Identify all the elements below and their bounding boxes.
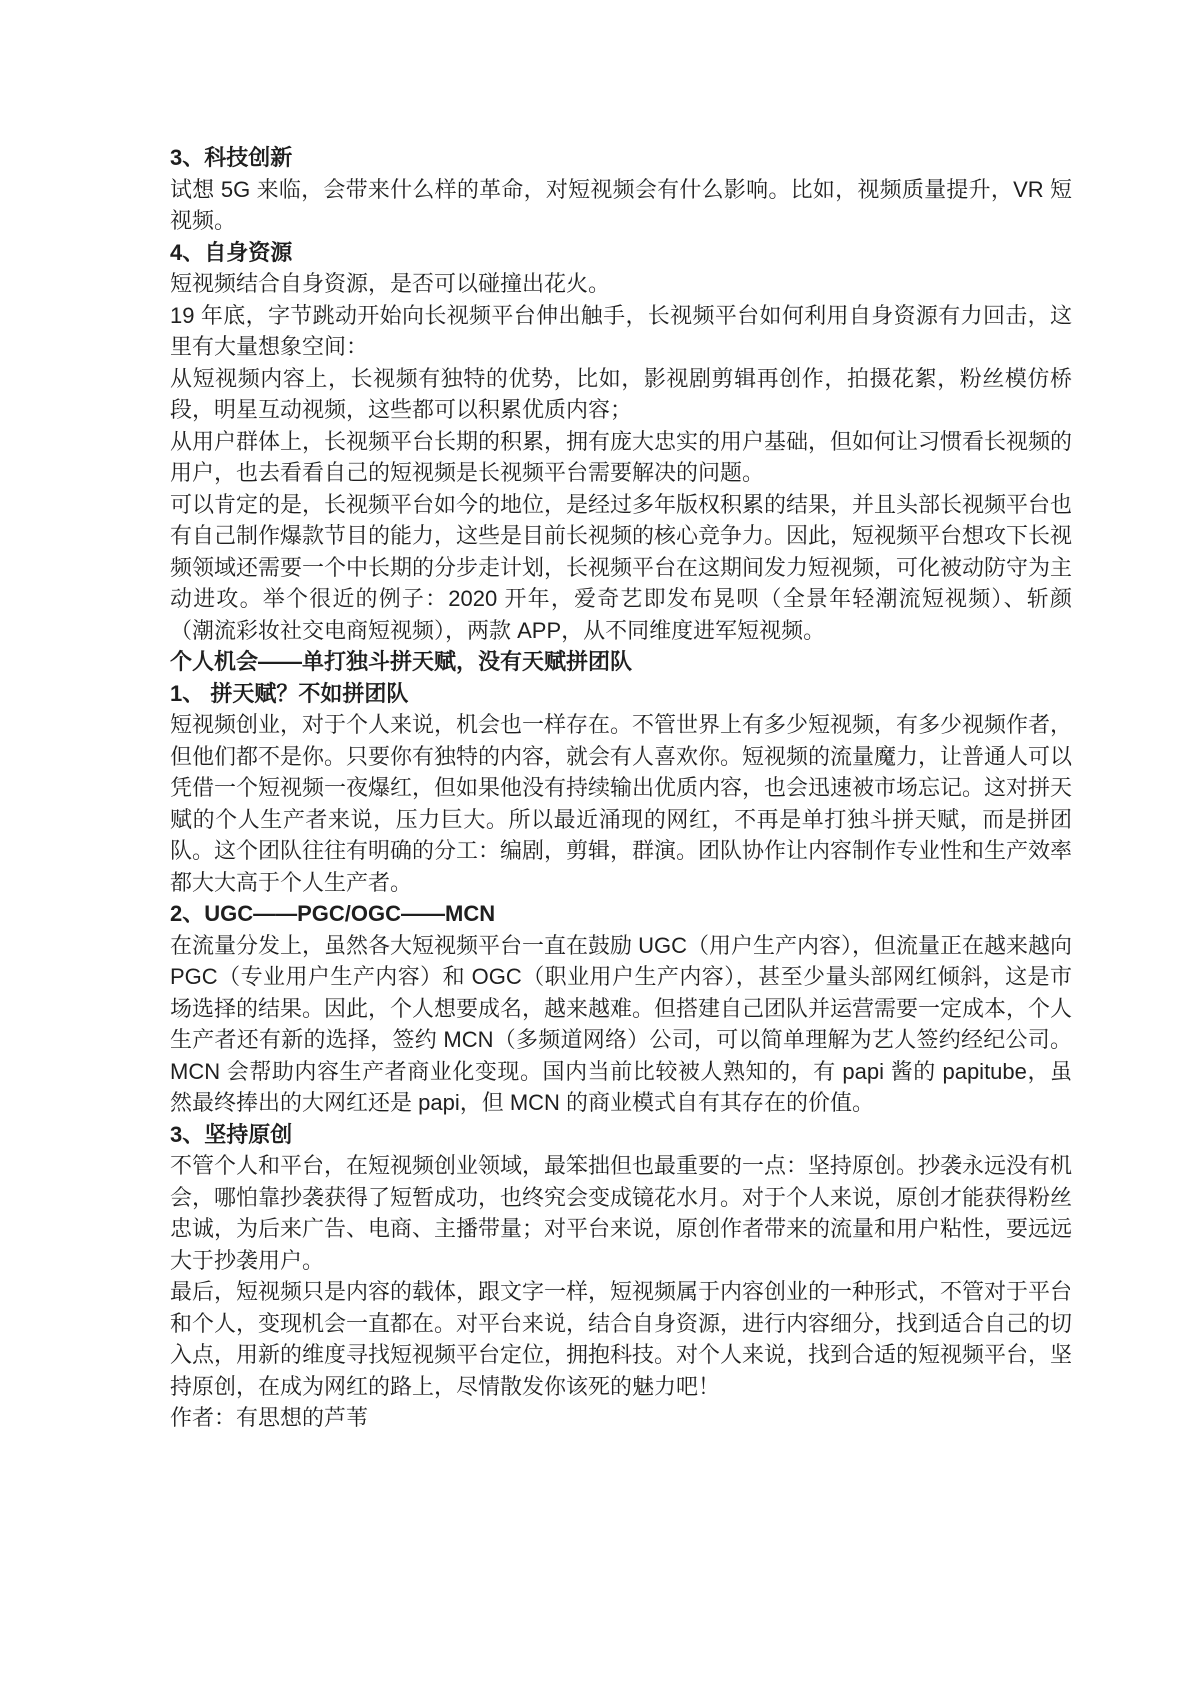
paragraph-body: 短视频结合自身资源，是否可以碰撞出花火。 xyxy=(170,271,611,296)
paragraph-body: 19 年底，字节跳动开始向长视频平台伸出触手，长视频平台如何利用自身资源有力回击，这里有大量想象空间： xyxy=(170,302,1072,359)
paragraph-heading: 4、自身资源 xyxy=(170,239,293,265)
paragraph-body: 从短视频内容上，长视频有独特的优势，比如，影视剧剪辑再创作，拍摄花絮，粉丝模仿桥段，明星互动视频，这些都可以积累优质内容； xyxy=(170,365,1072,422)
paragraph-body: 最后，短视频只是内容的载体，跟文字一样，短视频属于内容创业的一种形式，不管对于平台和个人，变现机会一直都在。对平台来说，结合自身资源，进行内容细分，找到适合自己的切入点，用新的维度寻找短视频平台定位，拥抱科技。对个人来说，找到合适的短视频平台，坚持原创，在成为网红的路上，尽情散发你该死的魅力吧！ xyxy=(170,1279,1073,1399)
paragraph-heading: 1、 拼天赋？不如拼团队 xyxy=(170,680,409,706)
paragraph-body: 不管个人和平台，在短视频创业领域，最笨拙但也最重要的一点：坚持原创。抄袭永远没有机会，哪怕靠抄袭获得了短暂成功，也终究会变成镜花水月。对于个人来说，原创才能获得粉丝忠诚，为后来广告、电商、主播带量；对平台来说，原创作者带来的流量和用户粘性，要远远大于抄袭用户。 xyxy=(170,1153,1073,1273)
paragraph-body: 可以肯定的是，长视频平台如今的地位，是经过多年版权积累的结果，并且头部长视频平台也有自己制作爆款节目的能力，这些是目前长视频的核心竞争力。因此，短视频平台想攻下长视频领域还需要一个中长期的分步走计划，长视频平台在这期间发力短视频，可化被动防守为主动进攻。举个很近的例子：2020 开年，爱奇艺即发布晃呗（全景年轻潮流短视频）、斩颜（潮流彩妆社交电商短视频），两款 APP，从不同维度进军短视频。 xyxy=(170,491,1073,643)
paragraph-heading: 3、坚持原创 xyxy=(170,1121,293,1147)
paragraph-heading: 2、UGC——PGC/OGC——MCN xyxy=(170,901,496,926)
paragraph-body: 短视频创业，对于个人来说，机会也一样存在。不管世界上有多少短视频，有多少视频作者，但他们都不是你。只要你有独特的内容，就会有人喜欢你。短视频的流量魔力，让普通人可以凭借一个短视频一夜爆红，但如果他没有持续输出优质内容，也会迅速被市场忘记。这对拼天赋的个人生产者来说，压力巨大。所以最近涌现的网红，不再是单打独斗拼天赋，而是拼团队。这个团队往往有明确的分工：编剧，剪辑，群演。团队协作让内容制作专业性和生产效率都大大高于个人生产者。 xyxy=(170,712,1073,895)
article-body xyxy=(170,142,1072,1434)
paragraph-heading: 个人机会——单打独斗拼天赋，没有天赋拼团队 xyxy=(170,649,633,674)
paragraph-heading: 3、科技创新 xyxy=(170,145,293,170)
paragraph-body: 试想 5G 来临，会带来什么样的革命，对短视频会有什么影响。比如，视频质量提升，VR 短视频。 xyxy=(170,176,1072,233)
paragraph-body: 作者：有思想的芦苇 xyxy=(170,1405,369,1430)
paragraph-body: 在流量分发上，虽然各大短视频平台一直在鼓励 UGC（用户生产内容），但流量正在越来越向 PGC（专业用户生产内容）和 OGC（职业用户生产内容），甚至少量头部网红倾斜，这是市场选择的结果。因此，个人想要成名，越来越难。但搭建自己团队并运营需要一定成本，个人生产者还有新的选择，签约 MCN（多频道网络）公司，可以简单理解为艺人签约经纪公司。MCN 会帮助内容生产者商业化变现。国内当前比较被人熟知的，有 papi 酱的 papitube，虽然最终捧出的大网红还是 papi，但 MCN 的商业模式自有其存在的价值。 xyxy=(170,932,1073,1115)
paragraph-body: 从用户群体上，长视频平台长期的积累，拥有庞大忠实的用户基础，但如何让习惯看长视频的用户，也去看看自己的短视频是长视频平台需要解决的问题。 xyxy=(170,428,1073,485)
